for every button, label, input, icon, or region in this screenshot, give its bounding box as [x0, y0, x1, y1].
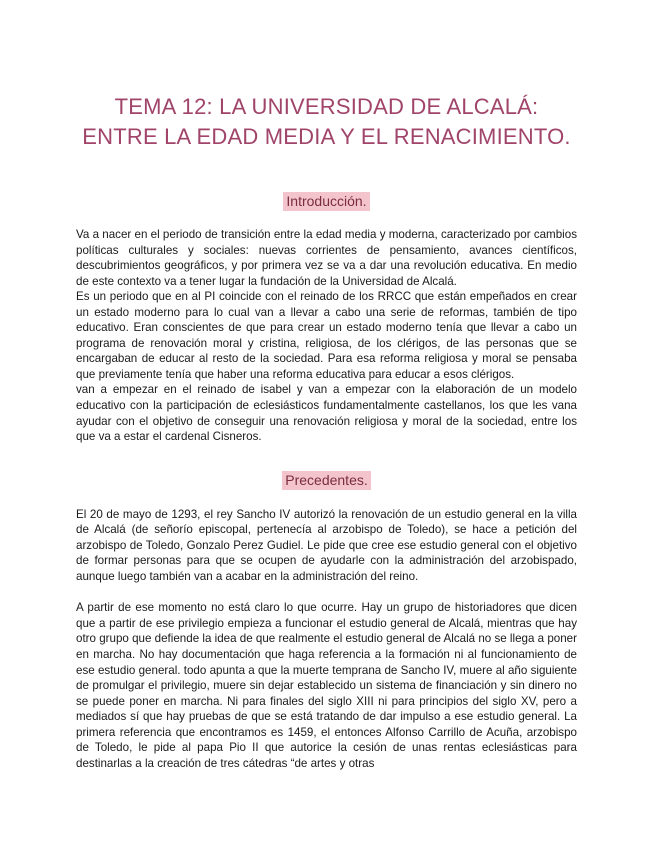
paragraph: El 20 de mayo de 1293, el rey Sancho IV autorizó la renovación de un estudio general en la villa de Alcalá (de señorío episcopal, pertenecía al arzobispo de Toledo), se hace a petición del arzobispo de Toledo, Gonzalo Perez Gudiel. Le pide que cree ese estudio general con el objetivo de formar personas para que se ocupen de ayudarle con la administración del arzobispado, aunque luego también van a acabar en la administración del reino.	[76, 507, 577, 583]
paragraph: Va a nacer en el periodo de transición entre la edad media y moderna, caracterizado por cambios políticas culturales y sociales: nuevas corrientes de pensamiento, avances científicos, descubrimientos geográficos, y por primera vez se va a dar una revolución educativa. En medio de este contexto va a tener lugar la fundación de la Universidad de Alcalá.	[76, 228, 577, 288]
paragraph: A partir de ese momento no está claro lo que ocurre. Hay un grupo de historiadores que dicen que a partir de ese privilegio empieza a funcionar el estudio general de Alcalá, mientras que hay otro grupo que defiende la idea de que realmente el estudio general de Alcalá no se llega a poner en marcha. No hay documentación que haga referencia a la formación ni al funcionamiento de ese estudio general. todo apunta a que la muerte temprana de Sancho IV, muere al año siguiente de promulgar el privilegio, muere sin dejar establecido un sistema de financiación y sin dinero no se puede poner en marcha. Ni para finales del siglo XIII ni para principios del siglo XV, pero a mediados sí que hay pruebas de que se está tratando de dar impulso a ese estudio general. La primera referencia que encontramos es 1459, el entonces Alfonso Carrillo de Acuña, arzobispo de Toledo, le pide al papa Pio II que autorice la cesión de unas rentas eclesiásticas para destinarlas a la creación de tres cátedras “de artes y otras	[76, 601, 577, 770]
section-body-introduccion	[76, 227, 577, 445]
section-heading-precedentes	[76, 471, 577, 490]
section-body-precedentes	[76, 507, 577, 772]
paragraph: Es un periodo que en al PI coincide con el reinado de los RRCC que están empeñados en crear un estado moderno para lo cual van a llevar a cabo una serie de reformas, también de tipo educativo. Eran conscientes de que para crear un estado moderno tenía que llevar a cabo un programa de renovación moral y cristina, religiosa, de los clérigos, de las personas que se encargaban de educar al resto de la sociedad. Para esa reforma religiosa y moral se pensaba que previamente tenía que haber una reforma educativa para educar a esos clérigos.	[76, 290, 577, 381]
document-title: TEMA 12: LA UNIVERSIDAD DE ALCALÁ: ENTRE LA EDAD MEDIA Y EL RENACIMIENTO.	[82, 94, 571, 149]
section-heading-label: Precedentes.	[282, 471, 371, 490]
paragraph: van a empezar en el reinado de isabel y van a empezar con la elaboración de un modelo educativo con la participación de eclesiásticos fundamentalmente castellanos, los que les vana ayudar con el objetivo de conseguir una renovación religiosa y moral de la sociedad, entre los que va a estar el cardenal Cisneros.	[76, 383, 577, 444]
section-heading-introduccion	[76, 192, 577, 211]
section-heading-label: Introducción.	[283, 192, 369, 211]
